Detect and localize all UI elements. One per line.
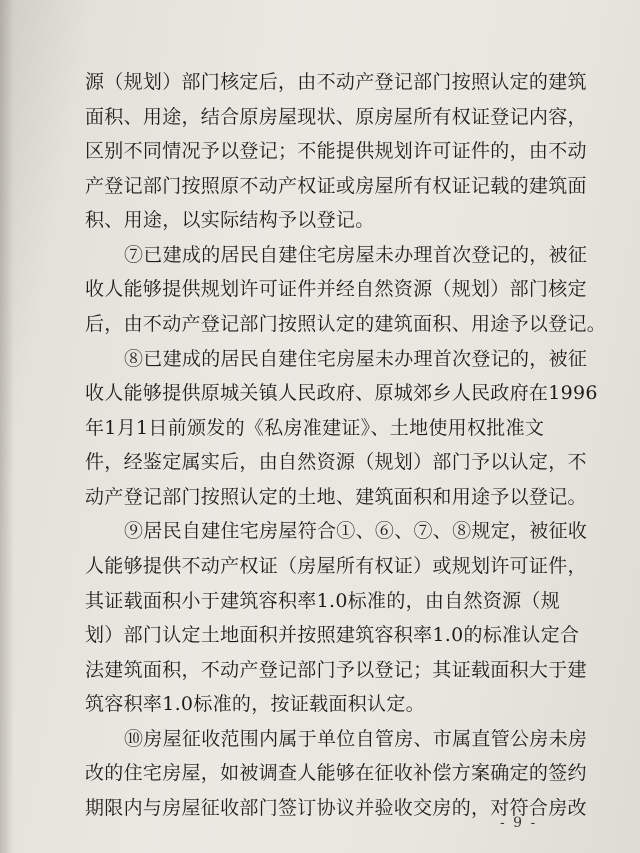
body-line-8: 后，由不动产登记部门按照认定的建筑面积、用途予以登记。 (85, 313, 607, 335)
body-line-13: 动产登记部门按照认定的土地、建筑面积和用途予以登记。 (85, 486, 587, 508)
body-line-10: 收人能够提供原城关镇人民政府、原城郊乡人民政府在1996 (85, 382, 598, 404)
body-line-12: 件，经鉴定属实后，由自然资源（规划）部门予以认定，不 (85, 451, 587, 473)
body-line-3: 区别不同情况予以登记；不能提供规划许可证件的，由不动 (85, 140, 587, 162)
body-line-19: 筑容积率1.0标准的，按证载面积认定。 (85, 693, 425, 715)
body-line-5: 积、用途，以实际结构予以登记。 (85, 209, 375, 231)
body-line-15: 人能够提供不动产权证（房屋所有权证）或规划许可证件， (85, 555, 587, 577)
body-line-20: ⑩房屋征收范围内属于单位自管房、市属直管公房未房 (124, 728, 588, 750)
body-line-4: 产登记部门按照原不动产权证或房屋所有权证记载的建筑面 (85, 175, 587, 197)
body-line-21: 改的住宅房屋，如被调查人能够在征收补偿方案确定的签约 (85, 762, 587, 784)
page-number: - 9 - (500, 815, 538, 831)
body-line-18: 法建筑面积，不动产登记部门予以登记；其证载面积大于建 (85, 659, 587, 681)
body-line-1: 源（规划）部门核定后，由不动产登记部门按照认定的建筑 (85, 71, 587, 93)
body-line-7: 收人能够提供规划许可证件并经自然资源（规划）部门核定 (85, 278, 587, 300)
body-line-14: ⑨居民自建住宅房屋符合①、⑥、⑦、⑧规定，被征收 (124, 520, 588, 542)
body-line-16: 其证载面积小于建筑容积率1.0标准的，由自然资源（规 (85, 590, 561, 612)
body-line-17: 划）部门认定土地面积并按照建筑容积率1.0的标准认定合 (85, 624, 580, 646)
body-line-11: 年1月1日前颁发的《私房准建证》、土地使用权批准文 (85, 417, 545, 439)
body-line-22: 期限内与房屋征收部门签订协议并验收交房的，对符合房改 (85, 797, 587, 819)
body-line-9: ⑧已建成的居民自建住宅房屋未办理首次登记的，被征 (124, 348, 588, 370)
body-line-2: 面积、用途，结合原房屋现状、原房屋所有权证登记内容， (85, 106, 587, 128)
body-line-6: ⑦已建成的居民自建住宅房屋未办理首次登记的，被征 (124, 244, 588, 266)
